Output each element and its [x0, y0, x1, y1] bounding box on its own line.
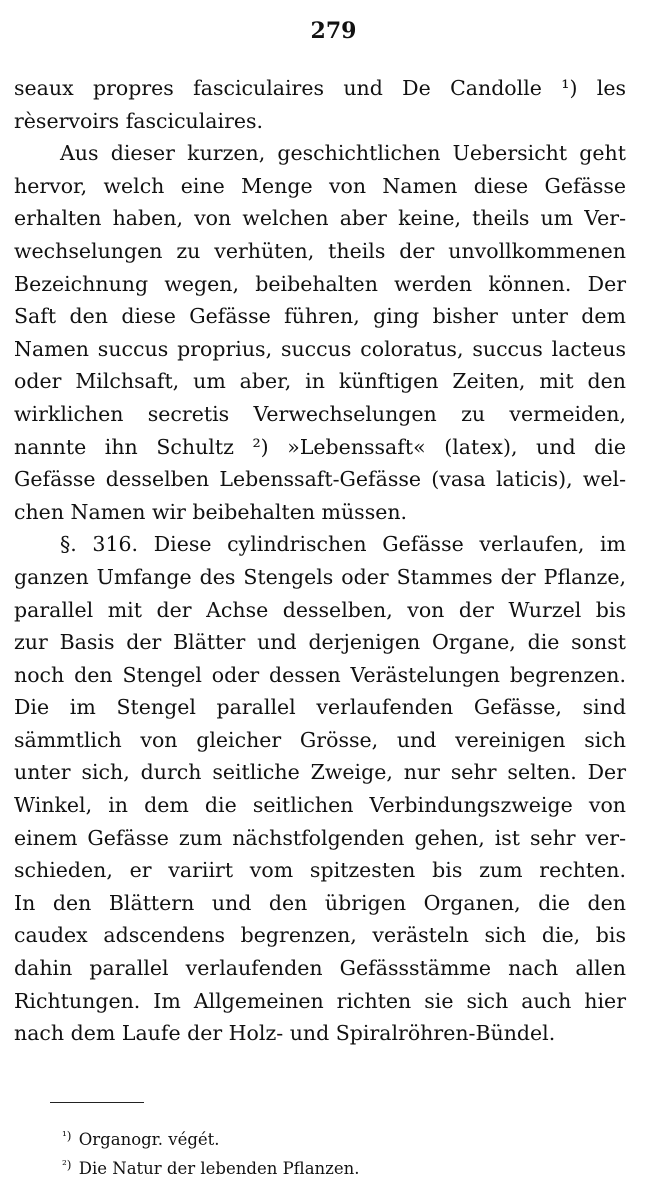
text-line: Winkel, in dem die seitlichen Verbindungszweige von [14, 793, 626, 818]
footnote-text: Organogr. végét. [78, 1130, 220, 1149]
text-line: Aus dieser kurzen, geschichtlichen Uebersicht geht [60, 141, 626, 166]
footnote-1 [62, 1122, 359, 1151]
text-line: noch den Stengel oder dessen Verästelungen begrenzen. [14, 662, 626, 687]
footnotes [62, 1122, 359, 1180]
text-line: wirklichen secretis Verwechselungen zu vermeiden, [14, 401, 626, 426]
section-heading-line: §. 316. Diese cylindrischen Gefässe verlaufen, im [60, 532, 626, 557]
text-line: Die im Stengel parallel verlaufenden Gefässe, sind [14, 695, 626, 720]
text-line: Saft den diese Gefässe führen, ging bisher unter dem [14, 304, 626, 329]
text-line: sämmtlich von gleicher Grösse, und vereinigen sich [14, 727, 626, 752]
text-line: rèservoirs fasciculaires. [14, 108, 264, 133]
text-line: unter sich, durch seitliche Zweige, nur sehr selten. Der [14, 760, 626, 785]
text-line: Bezeichnung wegen, beibehalten werden können. Der [14, 271, 626, 296]
footnote-marker: ¹) [62, 1129, 72, 1143]
text-line: hervor, welch eine Menge von Namen diese Gefässe [14, 173, 626, 198]
text-line: nach dem Laufe der Holz- und Spiralröhren-Bündel. [14, 1021, 556, 1046]
text-line: Namen succus proprius, succus coloratus, succus lacteus [14, 336, 626, 361]
text-line: dahin parallel verlaufenden Gefässstämme nach allen [14, 956, 626, 981]
text-line: parallel mit der Achse desselben, von der Wurzel bis [14, 597, 626, 622]
text-line: caudex adscendens begrenzen, verästeln sich die, bis [14, 923, 626, 948]
text-line: erhalten haben, von welchen aber keine, theils um Ver- [14, 206, 626, 231]
text-line: nannte ihn Schultz ²) »Lebenssaft« (latex), und die [14, 434, 626, 459]
text-line: oder Milchsaft, um aber, in künftigen Zeiten, mit den [14, 369, 626, 394]
text-line: schieden, er variirt vom spitzesten bis zum rechten. [14, 858, 626, 883]
main-text [14, 72, 626, 1050]
text-line: In den Blättern und den übrigen Organen, die den [14, 890, 626, 915]
text-line: zur Basis der Blätter und derjenigen Organe, die sonst [14, 630, 626, 655]
page-number: 279 [310, 18, 357, 44]
footnote-marker: ²) [62, 1158, 72, 1172]
text-line: seaux propres fasciculaires und De Candolle ¹) les [14, 76, 626, 100]
text-line: wechselungen zu verhüten, theils der unvollkommenen [14, 238, 626, 263]
text-line: Richtungen. Im Allgemeinen richten sie sich auch hier [14, 988, 626, 1013]
footnote-text: Die Natur der lebenden Pflanzen. [78, 1159, 360, 1178]
text-line: einem Gefässe zum nächstfolgenden gehen, ist sehr ver- [14, 825, 626, 850]
text-line: Gefässe desselben Lebenssaft-Gefässe (vasa laticis), wel- [14, 467, 626, 492]
text-line: ganzen Umfange des Stengels oder Stammes der Pflanze, [14, 564, 626, 589]
footnote-divider [50, 1102, 144, 1103]
text-line: chen Namen wir beibehalten müssen. [14, 499, 408, 524]
footnote-2 [62, 1151, 359, 1180]
